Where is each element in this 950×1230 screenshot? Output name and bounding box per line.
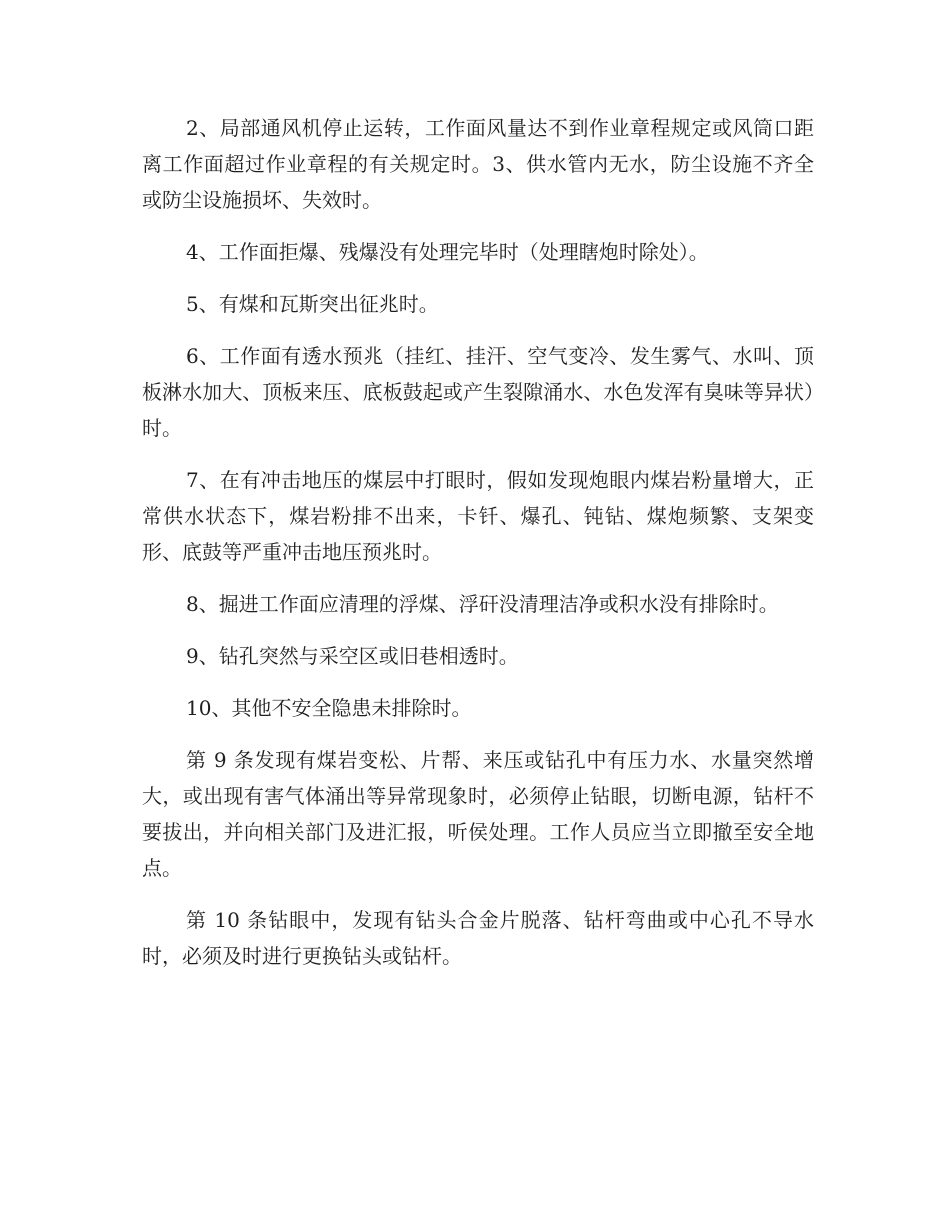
paragraph-item-2-3: 2、局部通风机停止运转，工作面风量达不到作业章程规定或风筒口距离工作面超过作业章程的有关规定时。3、供水管内无水，防尘设施不齐全或防尘设施损坏、失效时。 — [142, 116, 814, 212]
paragraph-item-9: 9、钻孔突然与采空区或旧巷相透时。 — [186, 644, 519, 668]
paragraph-item-6: 6、工作面有透水预兆（挂红、挂汗、空气变冷、发生雾气、水叫、顶板淋水加大、顶板来压、底板鼓起或产生裂隙涌水、水色发浑有臭味等异状）时。 — [142, 344, 814, 440]
article-9-paragraph: 第 9 条发现有煤岩变松、片帮、来压或钻孔中有压力水、水量突然增大，或出现有害气体涌出等异常现象时，必须停止钻眼，切断电源，钻杆不要拔出，并向相关部门及进汇报，听侯处理。工作人员应当立即撤至安全地点。 — [142, 748, 814, 880]
paragraph-item-10: 10、其他不安全隐患未排除时。 — [186, 696, 472, 720]
paragraph-item-5: 5、有煤和瓦斯突出征兆时。 — [186, 292, 439, 316]
document-body — [142, 110, 814, 990]
article-10-paragraph: 第 10 条钻眼中，发现有钻头合金片脱落、钻杆弯曲或中心孔不导水时，必须及时进行更换钻头或钻杆。 — [142, 908, 814, 968]
paragraph-item-8: 8、掘进工作面应清理的浮煤、浮矸没清理洁净或积水没有排除时。 — [186, 592, 779, 616]
paragraph-item-4: 4、工作面拒爆、残爆没有处理完毕时（处理瞎炮时除处）。 — [186, 240, 709, 264]
paragraph-item-7: 7、在有冲击地压的煤层中打眼时，假如发现炮眼内煤岩粉量增大，正常供水状态下，煤岩粉排不出来，卡钎、爆孔、钝钻、煤炮频繁、支架变形、底鼓等严重冲击地压预兆时。 — [142, 468, 814, 564]
